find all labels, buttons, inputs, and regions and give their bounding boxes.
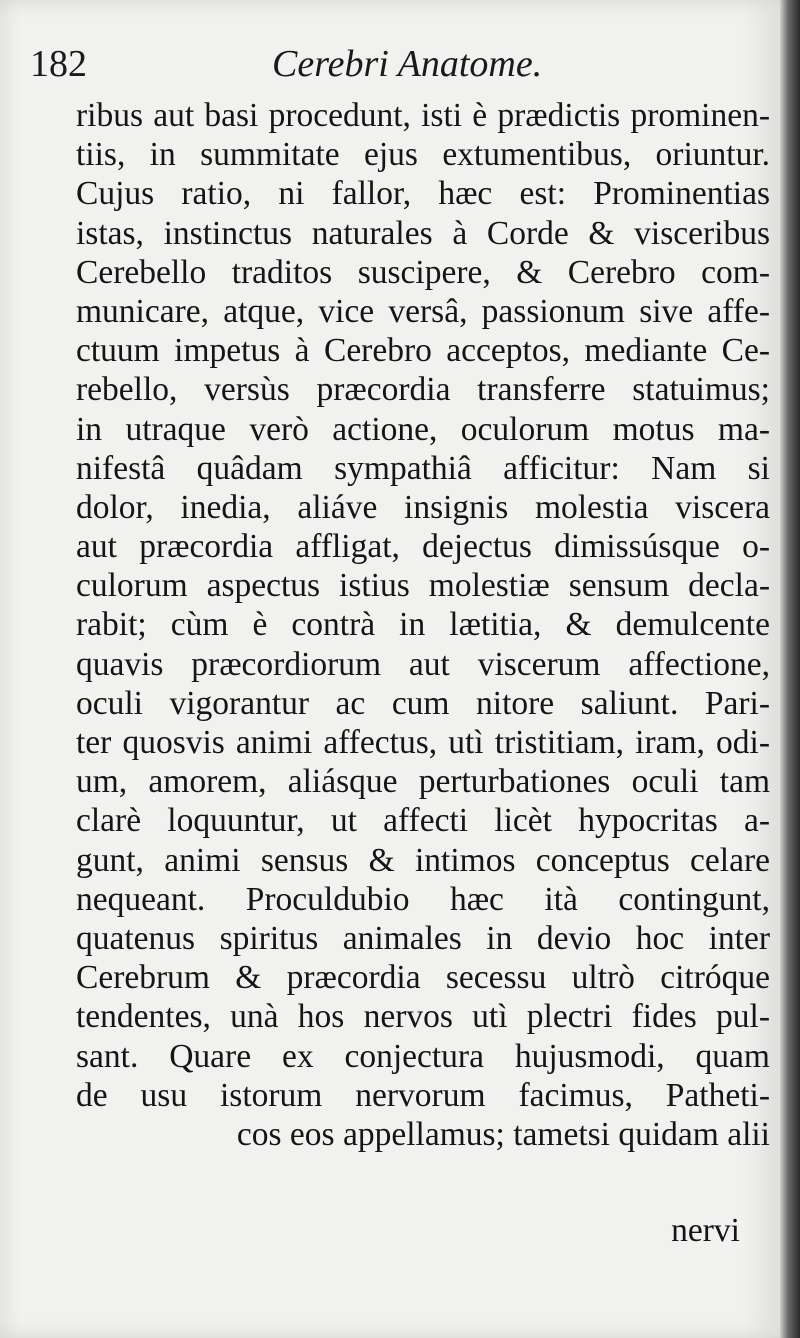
page-header [30,36,750,92]
text-line: Cerebrum & præcordia secessu ultrò citróque [76,959,770,997]
text-line: rabit; cùm è contrà in lætitia, & demulcente [76,606,770,644]
text-line: aut præcordia affligat, dejectus dimissúsque o- [76,528,770,566]
text-line: clarè loquuntur, ut affecti licèt hypocritas a- [76,802,770,840]
text-line: quatenus spiritus animales in devio hoc inter [76,919,770,957]
page-edge-shadow [780,0,800,1338]
text-line: nequeant. Proculdubio hæc ità contingunt, [76,880,770,918]
text-line: quavis præcordiorum aut viscerum affectione, [76,645,770,683]
text-line: rebello, versùs præcordia transferre statuimus; [76,371,770,409]
running-title: Cerebri Anatome. [272,43,543,85]
text-line: municare, atque, vice versâ, passionum sive affe- [76,292,770,330]
text-line: in utraque verò actione, oculorum motus ma- [76,410,770,448]
text-line: cos eos appellamus; tametsi quidam alii [236,1115,770,1153]
text-line: ter quosvis animi affectus, utì tristitiam, iram, odi- [76,724,770,761]
text-line: gunt, animi sensus & intimos conceptus celare [76,841,770,879]
text-line: ctuum impetus à Cerebro acceptos, mediante Ce- [76,332,770,370]
text-line: Cujus ratio, ni fallor, hæc est: Prominentias [76,175,770,213]
text-line: dolor, inedia, aliáve insignis molestia viscera [76,488,770,526]
catchword: nervi [671,1212,740,1249]
text-line: de usu istorum nervorum facimus, Patheti- [76,1076,770,1114]
text-line: nifestâ quâdam sympathiâ afficitur: Nam si [76,449,770,487]
text-line: um, amorem, aliásque perturbationes oculi tam [76,763,770,801]
text-line: sant. Quare ex conjectura hujusmodi, quam [76,1037,770,1075]
body-text [76,96,770,1154]
text-line: ribus aut basi procedunt, isti è prædictis prominen- [76,97,770,134]
text-line: culorum aspectus istius molestiæ sensum decla- [76,567,770,605]
text-line: Cerebello traditos suscipere, & Cerebro com- [76,253,770,291]
page-number: 182 [30,43,87,85]
text-line: istas, instinctus naturales à Corde & visceribus [76,214,770,252]
text-line: oculi vigorantur ac cum nitore saliunt. Pari- [76,684,770,722]
text-line: tiis, in summitate ejus extumentibus, oriuntur. [76,136,770,174]
text-line: tendentes, unà hos nervos utì plectri fides pul- [76,998,770,1036]
